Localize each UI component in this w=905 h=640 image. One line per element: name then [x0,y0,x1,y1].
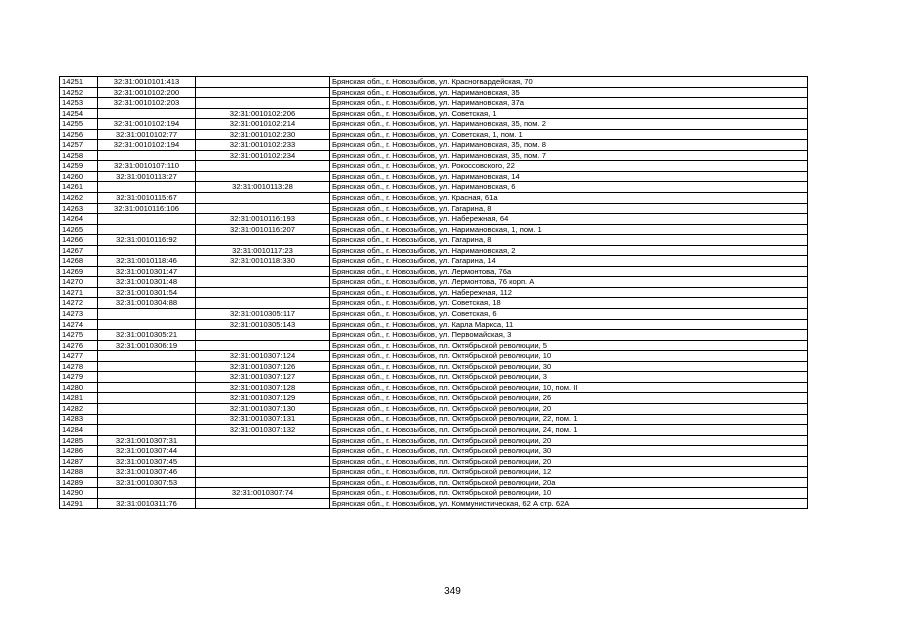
cadastral-number-building-cell: 32:31:0010102:214 [196,119,330,130]
cadastral-number-building-cell [196,340,330,351]
address-cell: Брянская обл., г. Новозыбков, пл. Октябрьской революции, 30 [330,446,808,457]
address-cell: Брянская обл., г. Новозыбков, ул. Карла Маркса, 11 [330,319,808,330]
address-cell: Брянская обл., г. Новозыбков, ул. Коммунистическая, 62 А стр. 62А [330,498,808,509]
cadastral-number-land-cell: 32:31:0010306:19 [98,340,196,351]
cadastral-number-land-cell: 32:31:0010307:45 [98,456,196,467]
registry-table-body [60,77,808,509]
table-row [60,477,808,488]
table-row [60,287,808,298]
cadastral-number-building-cell [196,287,330,298]
address-cell: Брянская обл., г. Новозыбков, пл. Октябрьской революции, 24, пом. 1 [330,425,808,436]
cadastral-number-land-cell [98,309,196,320]
cadastral-number-land-cell: 32:31:0010301:48 [98,277,196,288]
cadastral-number-land-cell: 32:31:0010118:46 [98,256,196,267]
cadastral-number-land-cell [98,150,196,161]
cadastral-number-land-cell [98,108,196,119]
cadastral-number-land-cell: 32:31:0010311:76 [98,498,196,509]
row-number-cell: 14279 [60,372,98,383]
cadastral-number-building-cell: 32:31:0010307:131 [196,414,330,425]
row-number-cell: 14254 [60,108,98,119]
cadastral-number-building-cell: 32:31:0010113:28 [196,182,330,193]
table-row [60,87,808,98]
row-number-cell: 14270 [60,277,98,288]
cadastral-number-land-cell: 32:31:0010102:194 [98,140,196,151]
cadastral-number-land-cell: 32:31:0010101:413 [98,77,196,88]
row-number-cell: 14256 [60,129,98,140]
table-row [60,171,808,182]
address-cell: Брянская обл., г. Новозыбков, пл. Октябрьской революции, 30 [330,361,808,372]
cadastral-number-land-cell: 32:31:0010102:200 [98,87,196,98]
cadastral-number-building-cell: 32:31:0010307:129 [196,393,330,404]
address-cell: Брянская обл., г. Новозыбков, ул. Лермонтова, 76 корп. А [330,277,808,288]
cadastral-number-land-cell: 32:31:0010307:44 [98,446,196,457]
row-number-cell: 14290 [60,488,98,499]
cadastral-number-land-cell: 32:31:0010301:47 [98,266,196,277]
cadastral-number-building-cell [196,161,330,172]
cadastral-number-land-cell: 32:31:0010113:27 [98,171,196,182]
cadastral-number-land-cell [98,361,196,372]
address-cell: Брянская обл., г. Новозыбков, ул. Рокоссовского, 22 [330,161,808,172]
cadastral-number-land-cell: 32:31:0010301:54 [98,287,196,298]
table-row [60,214,808,225]
cadastral-number-building-cell: 32:31:0010102:234 [196,150,330,161]
cadastral-number-land-cell [98,393,196,404]
table-row [60,203,808,214]
row-number-cell: 14280 [60,382,98,393]
row-number-cell: 14274 [60,319,98,330]
cadastral-number-building-cell: 32:31:0010117:23 [196,245,330,256]
address-cell: Брянская обл., г. Новозыбков, пл. Октябрьской революции, 20 [330,435,808,446]
row-number-cell: 14258 [60,150,98,161]
cadastral-number-building-cell: 32:31:0010305:117 [196,309,330,320]
cadastral-number-building-cell: 32:31:0010307:132 [196,425,330,436]
table-row [60,108,808,119]
table-row [60,435,808,446]
cadastral-number-building-cell [196,456,330,467]
table-row [60,414,808,425]
table-row [60,119,808,130]
cadastral-number-building-cell [196,193,330,204]
cadastral-number-building-cell: 32:31:0010307:124 [196,351,330,362]
row-number-cell: 14282 [60,403,98,414]
table-row [60,361,808,372]
cadastral-number-building-cell: 32:31:0010305:143 [196,319,330,330]
row-number-cell: 14285 [60,435,98,446]
row-number-cell: 14257 [60,140,98,151]
cadastral-number-land-cell [98,425,196,436]
page-number: 349 [444,586,461,597]
row-number-cell: 14262 [60,193,98,204]
cadastral-number-land-cell: 32:31:0010102:194 [98,119,196,130]
table-row [60,98,808,109]
row-number-cell: 14269 [60,266,98,277]
cadastral-number-building-cell: 32:31:0010307:128 [196,382,330,393]
cadastral-number-land-cell [98,414,196,425]
row-number-cell: 14252 [60,87,98,98]
address-cell: Брянская обл., г. Новозыбков, ул. Наримановская, 2 [330,245,808,256]
table-row [60,372,808,383]
row-number-cell: 14266 [60,235,98,246]
row-number-cell: 14275 [60,330,98,341]
row-number-cell: 14255 [60,119,98,130]
table-row [60,467,808,478]
table-row [60,266,808,277]
row-number-cell: 14289 [60,477,98,488]
row-number-cell: 14284 [60,425,98,436]
address-cell: Брянская обл., г. Новозыбков, пл. Октябрьской революции, 20а [330,477,808,488]
cadastral-number-land-cell [98,351,196,362]
cadastral-number-building-cell [196,435,330,446]
table-row [60,193,808,204]
cadastral-number-land-cell [98,488,196,499]
cadastral-number-building-cell [196,298,330,309]
row-number-cell: 14276 [60,340,98,351]
row-number-cell: 14288 [60,467,98,478]
cadastral-number-building-cell [196,446,330,457]
table-row [60,456,808,467]
row-number-cell: 14277 [60,351,98,362]
row-number-cell: 14281 [60,393,98,404]
cadastral-number-land-cell [98,182,196,193]
address-cell: Брянская обл., г. Новозыбков, пл. Октябрьской революции, 12 [330,467,808,478]
cadastral-number-land-cell: 32:31:0010305:21 [98,330,196,341]
cadastral-number-land-cell [98,403,196,414]
table-row [60,129,808,140]
cadastral-number-land-cell: 32:31:0010107:110 [98,161,196,172]
row-number-cell: 14283 [60,414,98,425]
address-cell: Брянская обл., г. Новозыбков, пл. Октябрьской революции, 26 [330,393,808,404]
address-cell: Брянская обл., г. Новозыбков, ул. Красная, 61а [330,193,808,204]
table-row [60,351,808,362]
table-row [60,319,808,330]
row-number-cell: 14260 [60,171,98,182]
cadastral-number-building-cell [196,171,330,182]
cadastral-number-land-cell: 32:31:0010307:31 [98,435,196,446]
address-cell: Брянская обл., г. Новозыбков, пл. Октябрьской революции, 20 [330,456,808,467]
cadastral-number-building-cell: 32:31:0010307:127 [196,372,330,383]
table-row [60,77,808,88]
table-row [60,245,808,256]
cadastral-number-land-cell [98,245,196,256]
table-row [60,256,808,267]
address-cell: Брянская обл., г. Новозыбков, ул. Гагарина, 8 [330,203,808,214]
cadastral-number-building-cell: 32:31:0010118:330 [196,256,330,267]
address-cell: Брянская обл., г. Новозыбков, ул. Первомайская, 3 [330,330,808,341]
cadastral-number-land-cell: 32:31:0010102:77 [98,129,196,140]
address-cell: Брянская обл., г. Новозыбков, ул. Наримановская, 14 [330,171,808,182]
cadastral-number-land-cell [98,224,196,235]
row-number-cell: 14272 [60,298,98,309]
cadastral-number-land-cell: 32:31:0010115:67 [98,193,196,204]
address-cell: Брянская обл., г. Новозыбков, ул. Наримановская, 37а [330,98,808,109]
table-row [60,403,808,414]
address-cell: Брянская обл., г. Новозыбков, пл. Октябрьской революции, 10 [330,351,808,362]
cadastral-number-building-cell: 32:31:0010116:193 [196,214,330,225]
address-cell: Брянская обл., г. Новозыбков, ул. Набережная, 112 [330,287,808,298]
cadastral-number-building-cell [196,87,330,98]
row-number-cell: 14268 [60,256,98,267]
row-number-cell: 14286 [60,446,98,457]
row-number-cell: 14253 [60,98,98,109]
table-row [60,298,808,309]
cadastral-number-building-cell: 32:31:0010102:206 [196,108,330,119]
address-cell: Брянская обл., г. Новозыбков, ул. Гагарина, 8 [330,235,808,246]
cadastral-number-land-cell [98,382,196,393]
table-row [60,309,808,320]
cadastral-number-building-cell [196,98,330,109]
table-row [60,382,808,393]
cadastral-number-building-cell: 32:31:0010307:126 [196,361,330,372]
cadastral-number-building-cell: 32:31:0010307:130 [196,403,330,414]
row-number-cell: 14287 [60,456,98,467]
address-cell: Брянская обл., г. Новозыбков, ул. Набережная, 64 [330,214,808,225]
address-cell: Брянская обл., г. Новозыбков, ул. Наримановская, 35, пом. 8 [330,140,808,151]
cadastral-number-building-cell: 32:31:0010116:207 [196,224,330,235]
table-row [60,393,808,404]
row-number-cell: 14264 [60,214,98,225]
row-number-cell: 14259 [60,161,98,172]
table-row [60,150,808,161]
address-cell: Брянская обл., г. Новозыбков, пл. Октябрьской революции, 5 [330,340,808,351]
address-cell: Брянская обл., г. Новозыбков, ул. Наримановская, 35, пом. 2 [330,119,808,130]
cadastral-number-land-cell [98,372,196,383]
address-cell: Брянская обл., г. Новозыбков, ул. Гагарина, 14 [330,256,808,267]
cadastral-number-building-cell: 32:31:0010102:230 [196,129,330,140]
row-number-cell: 14263 [60,203,98,214]
cadastral-number-building-cell [196,498,330,509]
cadastral-number-land-cell: 32:31:0010102:203 [98,98,196,109]
address-cell: Брянская обл., г. Новозыбков, пл. Октябрьской революции, 22, пом. 1 [330,414,808,425]
cadastral-number-building-cell: 32:31:0010102:233 [196,140,330,151]
cadastral-number-land-cell [98,319,196,330]
cadastral-number-building-cell [196,277,330,288]
address-cell: Брянская обл., г. Новозыбков, пл. Октябрьской революции, 10, пом. II [330,382,808,393]
table-row [60,224,808,235]
address-cell: Брянская обл., г. Новозыбков, пл. Октябрьской революции, 3 [330,372,808,383]
cadastral-number-land-cell [98,214,196,225]
table-row [60,235,808,246]
cadastral-number-building-cell [196,467,330,478]
table-row [60,140,808,151]
row-number-cell: 14261 [60,182,98,193]
address-cell: Брянская обл., г. Новозыбков, пл. Октябрьской революции, 20 [330,403,808,414]
cadastral-number-building-cell [196,77,330,88]
cadastral-number-building-cell [196,477,330,488]
row-number-cell: 14267 [60,245,98,256]
address-cell: Брянская обл., г. Новозыбков, ул. Лермонтова, 76а [330,266,808,277]
row-number-cell: 14251 [60,77,98,88]
row-number-cell: 14273 [60,309,98,320]
cadastral-number-land-cell: 32:31:0010307:46 [98,467,196,478]
table-row [60,425,808,436]
row-number-cell: 14278 [60,361,98,372]
cadastral-number-land-cell: 32:31:0010307:53 [98,477,196,488]
cadastral-number-building-cell [196,235,330,246]
cadastral-number-building-cell: 32:31:0010307:74 [196,488,330,499]
address-cell: Брянская обл., г. Новозыбков, ул. Наримановская, 35 [330,87,808,98]
cadastral-number-land-cell: 32:31:0010116:92 [98,235,196,246]
cadastral-number-building-cell [196,266,330,277]
address-cell: Брянская обл., г. Новозыбков, ул. Советская, 6 [330,309,808,320]
table-row [60,446,808,457]
table-row [60,277,808,288]
table-row [60,340,808,351]
table-row [60,330,808,341]
cadastral-number-building-cell [196,203,330,214]
cadastral-number-building-cell [196,330,330,341]
registry-table [59,76,808,509]
address-cell: Брянская обл., г. Новозыбков, ул. Красногвардейская, 70 [330,77,808,88]
address-cell: Брянская обл., г. Новозыбков, ул. Советская, 18 [330,298,808,309]
cadastral-number-land-cell: 32:31:0010116:106 [98,203,196,214]
table-row [60,161,808,172]
address-cell: Брянская обл., г. Новозыбков, ул. Наримановская, 6 [330,182,808,193]
row-number-cell: 14265 [60,224,98,235]
table-row [60,498,808,509]
address-cell: Брянская обл., г. Новозыбков, пл. Октябрьской революции, 10 [330,488,808,499]
table-row [60,488,808,499]
address-cell: Брянская обл., г. Новозыбков, ул. Советская, 1, пом. 1 [330,129,808,140]
address-cell: Брянская обл., г. Новозыбков, ул. Советская, 1 [330,108,808,119]
row-number-cell: 14291 [60,498,98,509]
row-number-cell: 14271 [60,287,98,298]
address-cell: Брянская обл., г. Новозыбков, ул. Наримановская, 35, пом. 7 [330,150,808,161]
address-cell: Брянская обл., г. Новозыбков, ул. Наримановская, 1, пом. 1 [330,224,808,235]
cadastral-number-land-cell: 32:31:0010304:88 [98,298,196,309]
table-row [60,182,808,193]
